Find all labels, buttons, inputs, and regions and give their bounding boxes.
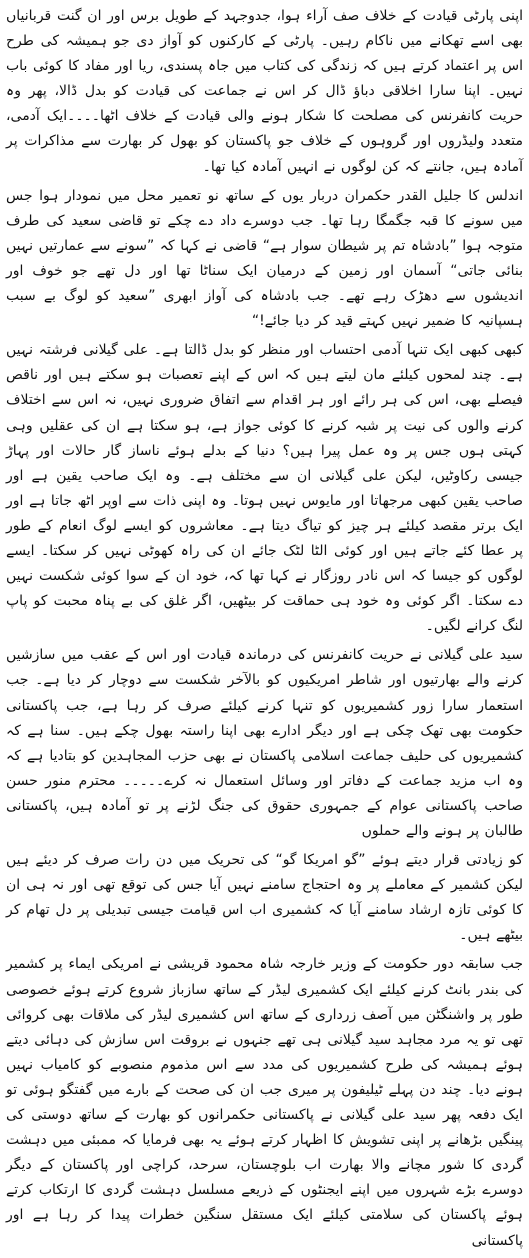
article-paragraph-2: اندلس کا جلیل القدر حکمران دربار یوں کے ساتھ نو تعمیر محل میں نمودار ہوا جس میں سونے کا قبہ جگمگا رہا تھا۔ جب دوسرے داد دے چکے تو قاضی سعید کی طرف متوجہ ہوا ”بادشاہ تم پر شیطان سوار ہے“ قاضی نے کہا کہ ”سونے سے عمارتیں نہیں بنائی جاتی“ آسمان اور زمین کے درمیان ایک سناٹا تھا اور دل تھے جو خوف اور اندیشوں سے دھڑک رہے تھے۔ جب بادشاہ کی آواز ابھری ”سعید کو لوگ بے سبب ہسپانیہ کا ضمیر نہیں کہتے قید کر دیا جائے!“	[6, 187, 523, 330]
article-paragraph-3: کبھی کبھی ایک تنہا آدمی احتساب اور منظر کو بدل ڈالتا ہے۔ علی گیلانی فرشتہ نہیں ہے۔ چند لمحوں کیلئے مان لیتے ہیں کہ اس کے اپنے تعصبات ہو سکتے ہیں اور ناقص فیصلے بھی، اس کی ہر رائے اور ہر اقدام سے اتفاق ضروری نہیں، نہ اس سے اختلاف کرنے والوں کی نیت پر شبہ کرنے کا کوئی جواز ہے، ہو سکتا ہے ان کی عقلیں وہی کہتی ہوں جس پر وہ عمل پیرا ہیں؟ دنیا کے بدلے ہوئے ناساز گار حالات اور پہاڑ جیسی رکاوٹیں، لیکن علی گیلانی ان سے مختلف ہے۔ وہ ایک صاحب یقین ہے اور صاحب یقین کبھی مرجھاتا اور مایوس نہیں ہوتا۔ وہ اپنی ذات سے اوپر اٹھ جاتا ہے اور ایک برتر مقصد کیلئے ہر چیز کو تیاگ دیتا ہے۔ معاشروں کو ایسے لوگ انعام کے طور پر عطا کئے جاتے ہیں اور کوئی الٹا لٹک جائے ان کی راہ کھوٹی نہیں کر سکتا۔ ایسے لوگوں کو جیسا کہ اس نادر روزگار نے کہا تھا کہ، خود ان کے سوا کوئی شکست نہیں دے سکتا۔ اگر کوئی وہ خود ہی حماقت کر بیٹھیں، اگر غلق کی بے پناہ محبت کو پاپ لنگ کرانے لگیں۔	[6, 342, 523, 635]
article-paragraph-6: جب سابقہ دور حکومت کے وزیر خارجہ شاہ محمود قریشی نے امریکی ایماء پر کشمیر کی بندر بانٹ کرنے کیلئے ایک کشمیری لیڈر کے ساتھ سازباز شروع کرتے ہوئے خصوصی طور پر واشنگٹن میں آصف زرداری کے ساتھ اس کشمیری لیڈر کی ملاقات بھی کروائی تھی تو یہ مرد مجاہد سید گیلانی ہی تھے جنہوں نے بروقت اس سازش کی دہائی دیتے ہوئے ہمیشہ کی طرح کشمیریوں کی مدد سے اس مذموم منصوبے کو کامیاب نہیں ہونے دیا۔ چند دن پہلے ٹیلیفون پر میری جب ان کی صحت کے بارے میں گفتگو ہوئی تو ایک دفعہ پھر سید علی گیلانی نے پاکستانی حکمرانوں کو بھارت کے ساتھ دوستی کی پینگیں بڑھانے پر اپنی تشویش کا اظہار کرتے ہوئے یہ بھی فرمایا کہ ممبئی میں دہشت گردی کا شور مچانے والا بھارت اب بلوچستان، سرحد، کراچی اور پاکستان کے دیگر دوسرے بڑے شہروں میں اپنے ایجنٹوں کے ذریعے مسلسل دہشت گردی کا ارتکاب کرتے ہوئے پاکستان کی سلامتی کیلئے ایک مستقل سنگین خطرات پیدا کر رہا ہے اور پاکستانی	[6, 956, 523, 1249]
article-paragraph-5: کو زیادتی قرار دیتے ہوئے ”گو امریکا گو“ کی تحریک میں دن رات صرف کر دیئے ہیں لیکن کشمیر کے معاملے پر وہ احتجاج سامنے نہیں آیا جس کی توقع تھی اور نہ ہی ان کا کوئی تازہ ارشاد سامنے آیا کہ کشمیری اب اس قیامت جیسی تبدیلی پر دل تھام کر بیٹھے ہیں۔	[6, 852, 523, 944]
article-paragraph-1: اپنی پارٹی قیادت کے خلاف صف آراء ہوا، جدوجہد کے طویل برس اور ان گنت قربانیاں بھی اسے تھکانے میں ناکام رہیں۔ پارٹی کے کارکنوں کو آواز دی جو ہمیشہ کی طرح اس پر اعتماد کرتے ہیں کہ زندگی کی کتاب میں جاہ پسندی، ریا اور مفاد کا کوئی باب نہیں۔ اپنا سارا اخلاقی دباؤ ڈال کر اس نے جماعت کی قیادت کو بدل ڈالا، پھر وہ حریت کانفرنس کی مصلحت کا شکار ہونے والی قیادت کے خلاف اٹھا۔۔۔۔ایک آدمی، متعدد ولیڈروں اور گروہوں کے خلاف جو پاکستان کو بھول کر بھارت سے مذاکرات پر آمادہ ہیں، جانتے کہ کن لوگوں نے انہیں آمادہ کیا تھا۔	[6, 8, 523, 175]
article-paragraph-4: سید علی گیلانی نے حریت کانفرنس کی درماندہ قیادت اور اس کے عقب میں سازشیں کرنے والے بھارتیوں اور شاطر امریکیوں کو بالآخر شکست سے دوچار کر دیا ہے۔ جب استعمار سارا زور کشمیریوں کو تنہا کرنے کیلئے صرف کر رہا ہے، جب پاکستانی حکومت بھی تھک چکی ہے اور دیگر ادارے بھی اپنا راستہ بھول چکے ہیں۔ سنا ہے کہ کشمیریوں کی حلیف جماعت اسلامی پاکستان نے بھی حزب المجاہدین کو بتادیا ہے کہ وہ اب مزید جماعت کے دفاتر اور وسائل استعمال نہ کرے۔۔۔۔۔ محترم منور حسن صاحب پاکستانی عوام کے جمہوری حقوق کی جنگ لڑنے پر تو آمادہ ہیں، پاکستانی طالبان پر ہونے والے حملوں	[6, 647, 523, 839]
